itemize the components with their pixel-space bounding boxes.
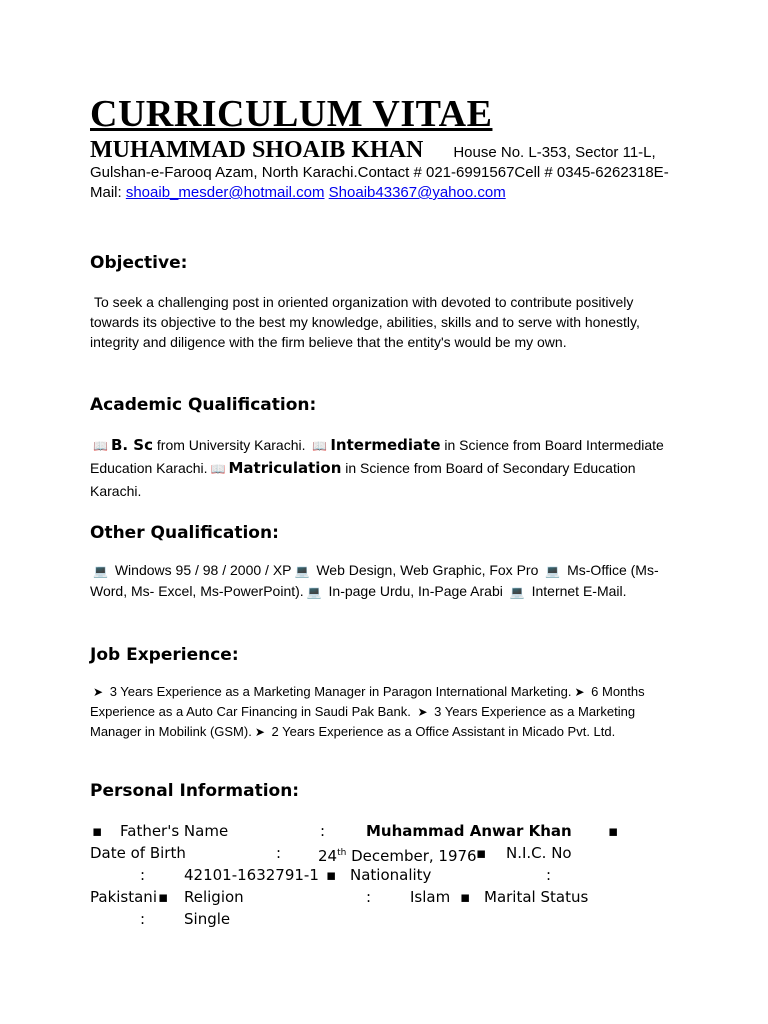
nationality-label: Nationality — [350, 866, 432, 884]
other-item: Internet E-Mail. — [531, 583, 627, 599]
nationality-value: Pakistani — [90, 888, 157, 906]
objective-section — [90, 252, 680, 352]
father-value: Muhammad Anwar Khan — [366, 822, 572, 840]
marital-label: Marital Status — [484, 888, 589, 906]
email-link-yahoo[interactable]: Shoaib43367@yahoo.com — [328, 184, 506, 201]
colon: : — [546, 866, 552, 884]
jobs-list — [90, 682, 680, 742]
book-icon: 📖 — [93, 439, 108, 453]
job-item: 3 Years Experience as a Marketing Manager in Mobilink (GSM). — [90, 704, 636, 739]
arrow-bullet-icon: ➤ — [93, 685, 104, 699]
other-item: Windows 95 / 98 / 2000 / XP — [114, 562, 292, 578]
job-experience-section — [90, 644, 680, 742]
job-item: 2 Years Experience as a Office Assistant in Micado Pvt. Ltd. — [271, 724, 616, 739]
jobs-heading: Job Experience: — [90, 645, 239, 665]
degree-bsc-detail: from University Karachi. — [156, 437, 306, 453]
computer-icon: 💻 — [545, 564, 561, 578]
degree-intermediate-detail: in Science from Board Intermediate Education Karachi. — [90, 437, 664, 476]
arrow-bullet-icon: ➤ — [254, 725, 265, 739]
other-item: In-page Urdu, In-Page Arabi — [328, 583, 503, 599]
marital-value: Single — [184, 910, 231, 928]
academic-section — [90, 394, 680, 502]
colon: : — [140, 910, 146, 928]
objective-text: To seek a challenging post in oriented organization with devoted to contribute positively towards its objective to the best my knowledge, abilities, skills and to serve with honestly, integrity and diligence with the firm believe that the entity's would be my own. — [90, 294, 640, 350]
dob-day: 24 — [318, 847, 338, 865]
contact-text: House No. L-353, Sector 11-L, Gulshan-e-Farooq Azam, North Karachi.Contact # 021-6991567Cell # 0345-6262318E-Mail: — [90, 144, 669, 201]
bullet-icon: ▪ — [476, 844, 487, 862]
personal-details — [90, 820, 680, 930]
degree-intermediate: Intermediate — [330, 436, 441, 454]
bullet-icon: ▪ — [158, 888, 169, 906]
other-qualification-section — [90, 522, 680, 602]
degree-matriculation: Matriculation — [228, 459, 342, 477]
degree-matriculation-detail: in Science from Board of Secondary Education Karachi. — [90, 460, 636, 499]
other-list — [90, 560, 680, 602]
computer-icon: 💻 — [93, 564, 108, 578]
colon: : — [140, 866, 146, 884]
dob-suffix: th — [337, 848, 347, 858]
other-item: Web Design, Web Graphic, Fox Pro — [316, 562, 539, 578]
objective-heading: Objective: — [90, 253, 188, 273]
colon: : — [276, 844, 282, 862]
bullet-icon: ▪ — [92, 822, 103, 840]
job-item: 3 Years Experience as a Marketing Manager in Paragon International Marketing. — [109, 684, 572, 699]
dob-rest: December, 1976 — [351, 847, 477, 865]
personal-heading: Personal Information: — [90, 781, 300, 801]
religion-label: Religion — [184, 888, 244, 906]
computer-icon: 💻 — [294, 564, 310, 578]
other-item: Ms-Office (Ms-Word, Ms- Excel, Ms-PowerPoint). — [90, 562, 659, 599]
book-icon: 📖 — [210, 462, 226, 476]
computer-icon: 💻 — [306, 585, 322, 599]
bullet-icon: ▪ — [460, 888, 471, 906]
bullet-icon: ▪ — [608, 822, 619, 840]
arrow-bullet-icon: ➤ — [574, 685, 585, 699]
colon: : — [320, 822, 326, 840]
contact-block — [90, 137, 690, 203]
book-icon: 📖 — [312, 439, 328, 453]
job-item: 6 Months Experience as a Auto Car Financing in Saudi Pak Bank. — [90, 684, 645, 719]
other-heading: Other Qualification: — [90, 523, 279, 543]
dob-label: Date of Birth — [90, 844, 186, 862]
father-label: Father's Name — [120, 822, 229, 840]
academic-heading: Academic Qualification: — [90, 395, 317, 415]
nic-label: N.I.C. No — [506, 844, 572, 862]
arrow-bullet-icon: ➤ — [417, 705, 428, 719]
nic-value: 42101-1632791-1 — [184, 866, 319, 884]
colon: : — [366, 888, 372, 906]
degree-bsc: B. Sc — [110, 436, 154, 454]
bullet-icon: ▪ — [326, 866, 337, 884]
applicant-name: MUHAMMAD SHOAIB KHAN — [90, 137, 424, 163]
academic-list — [90, 434, 680, 502]
cv-title: CURRICULUM VITAE — [90, 93, 493, 135]
resume-page — [90, 92, 690, 928]
computer-icon: 💻 — [509, 585, 525, 599]
personal-info-section — [90, 780, 680, 930]
email-link-hotmail[interactable]: shoaib_mesder@hotmail.com — [125, 184, 325, 201]
religion-value: Islam — [410, 888, 451, 906]
